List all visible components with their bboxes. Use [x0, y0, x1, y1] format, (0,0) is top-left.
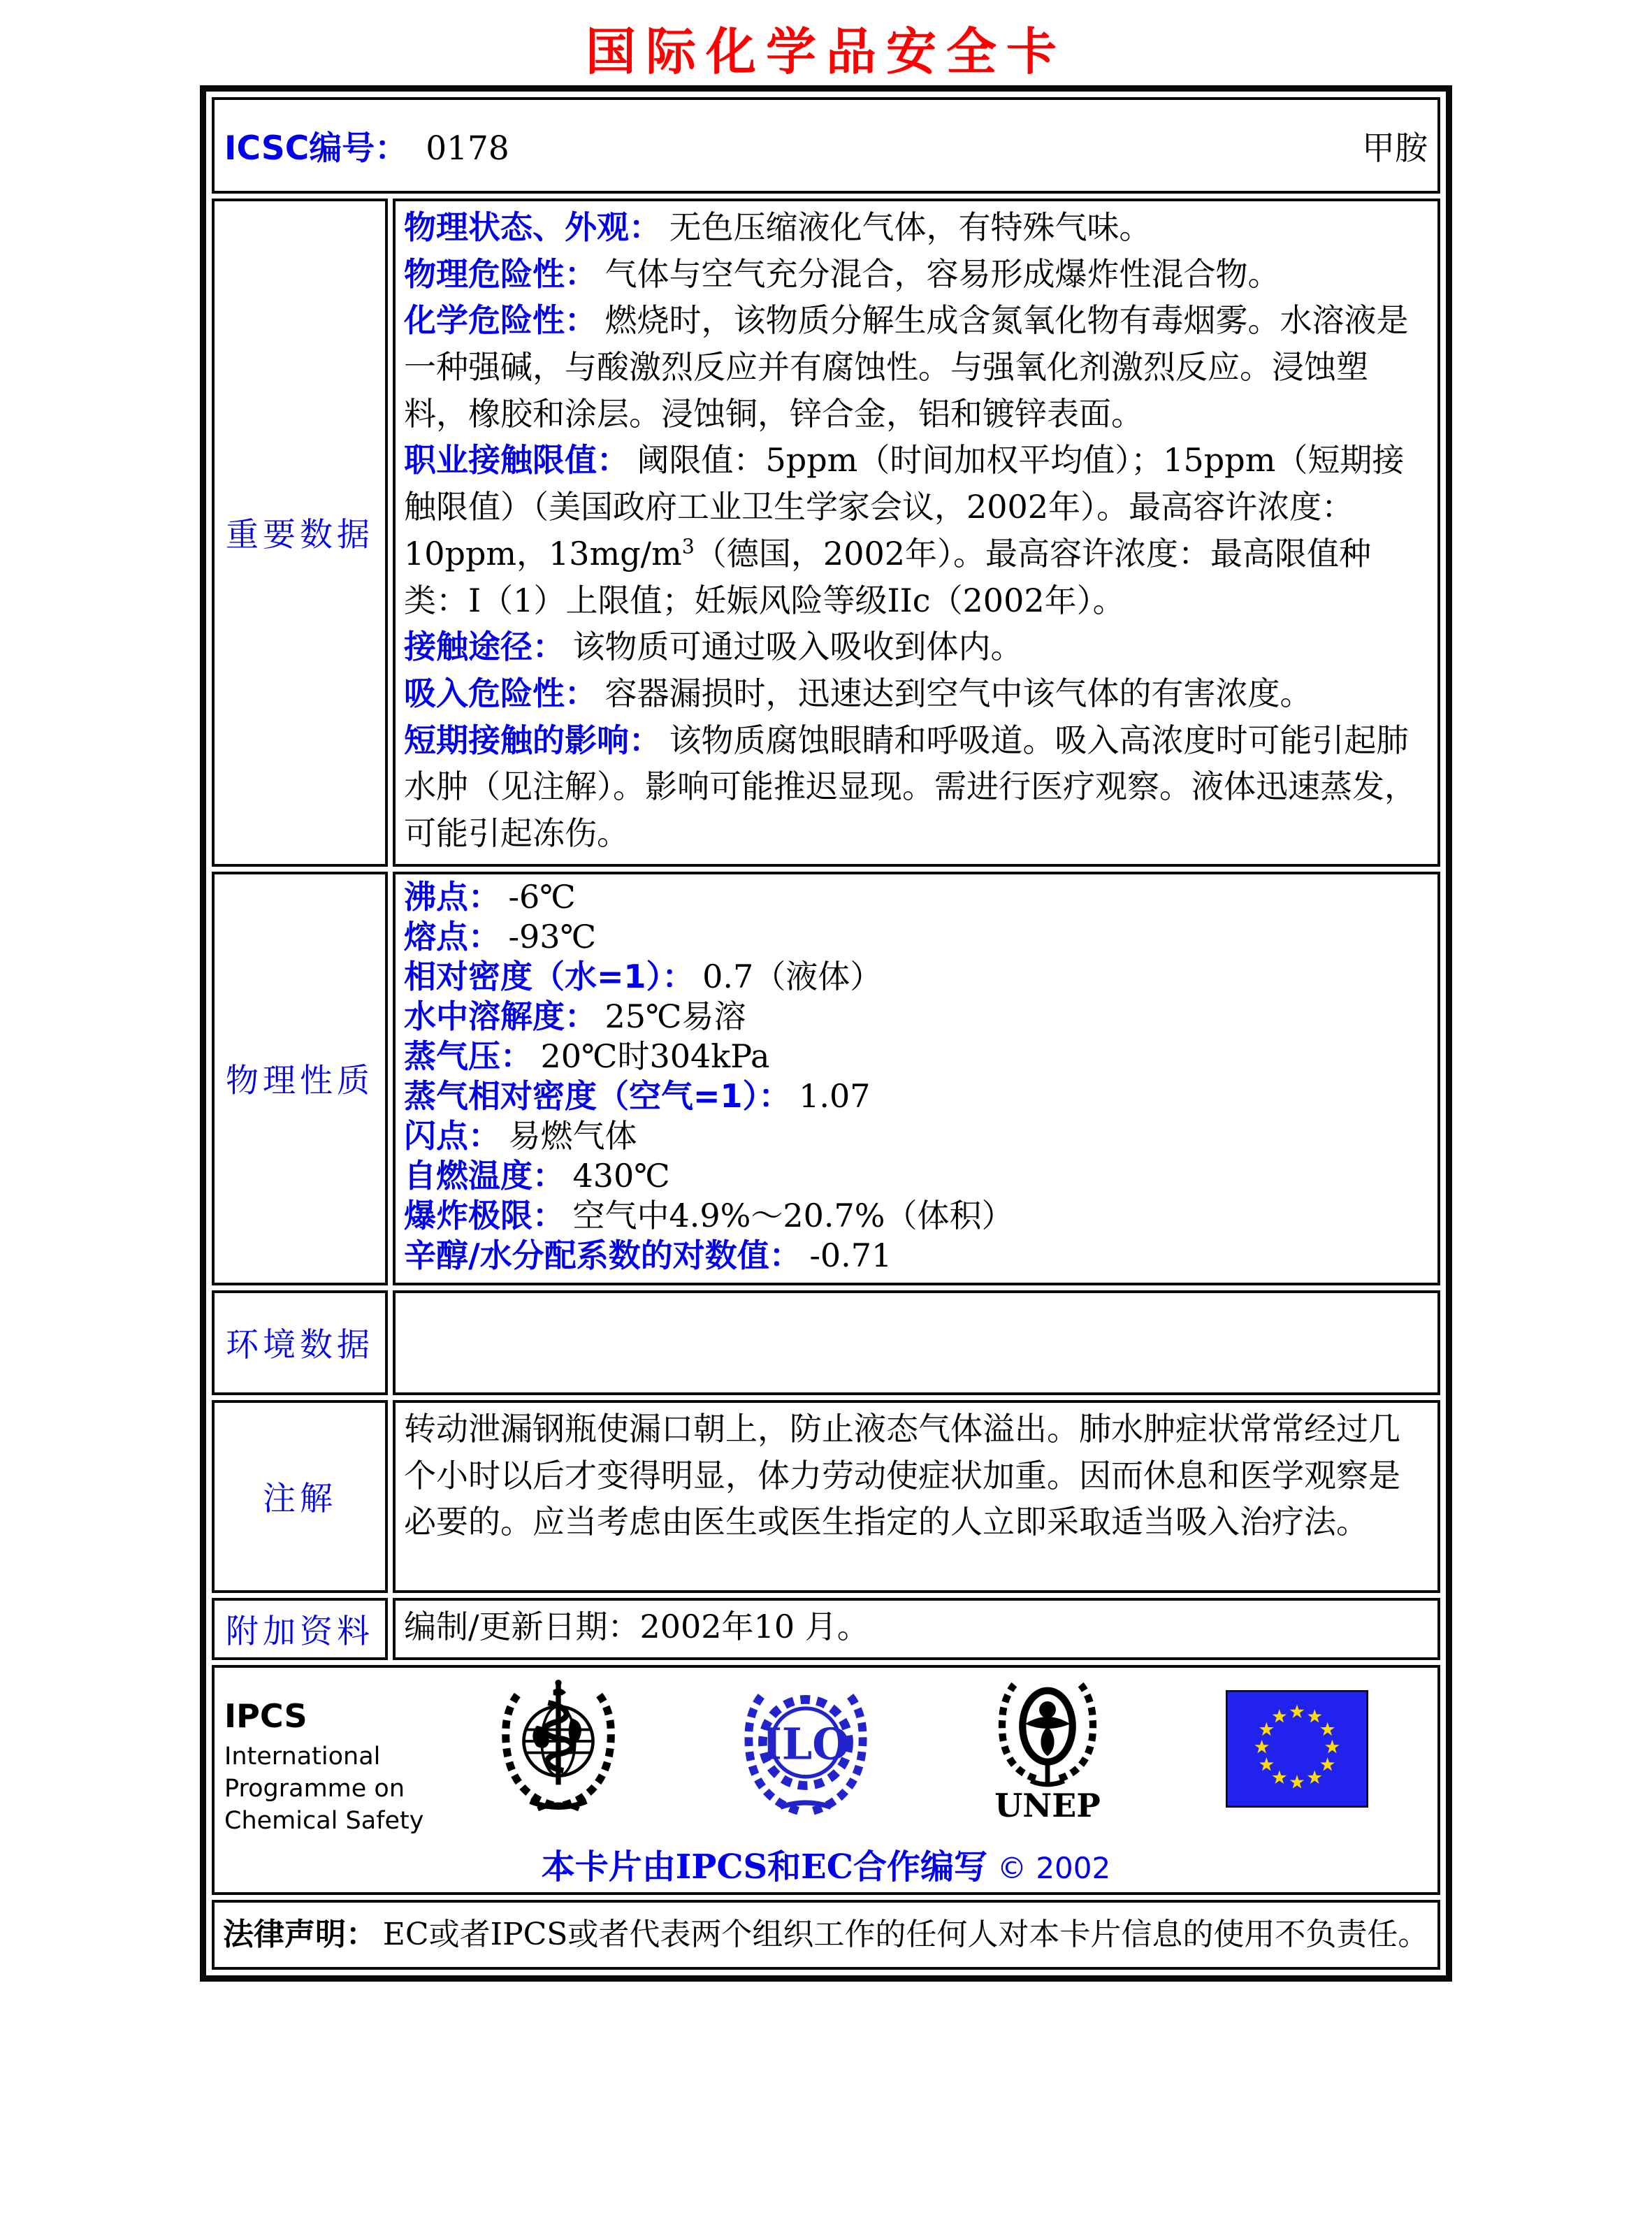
- row-label-notes: [212, 1400, 388, 1593]
- row-additional-info: [212, 1598, 1440, 1660]
- field-text: 20℃时304kPa: [540, 1037, 770, 1075]
- legal-text: EC或者IPCS或者代表两个组织工作的任何人对本卡片信息的使用不负责任。: [382, 1917, 1429, 1953]
- field-label: 闪点：: [404, 1116, 500, 1155]
- icsc-number-group: [224, 122, 509, 169]
- who-logo-icon: [493, 1680, 623, 1818]
- icsc-number-value: 0178: [426, 129, 509, 168]
- field-text: （德国，2002年）。最高容许浓度：最高限值种类：I（1）上限值；妊娠风险等级IIc（2002年）。: [404, 534, 1371, 619]
- field-text: 易燃气体: [508, 1116, 637, 1155]
- ipcs-subtitle-line: Chemical Safety: [224, 1807, 424, 1835]
- icsc-number-label: ICSC编号：: [224, 129, 408, 168]
- field-label: 物理状态、外观：: [404, 208, 661, 246]
- field-text: 25℃易溶: [604, 997, 746, 1035]
- field-label: 蒸气相对密度（空气=1）：: [404, 1076, 791, 1115]
- notes-content: [393, 1400, 1440, 1593]
- field-text: 1.07: [799, 1076, 871, 1115]
- page-title: 国际化学品安全卡: [585, 22, 1066, 81]
- prop-autoignition-temp: [404, 1156, 1429, 1196]
- field-label: 辛醇/水分配系数的对数值：: [404, 1236, 802, 1274]
- row-environmental-data: [212, 1290, 1440, 1395]
- prop-boiling-point: [404, 877, 1429, 917]
- para-chemical-danger: [404, 297, 1429, 437]
- row-important-data: [212, 199, 1440, 867]
- prop-octanol-water: [404, 1236, 1429, 1276]
- legal-label: 法律声明：: [223, 1917, 377, 1953]
- field-label: 化学危险性：: [404, 301, 597, 340]
- field-text: 该物质腐蚀眼睛和呼吸道。吸入高浓度时可能引起肺水肿（见注解）。影响可能推迟显现。需进行医疗观察。液体迅速蒸发，可能引起冻伤。: [404, 721, 1416, 852]
- row-label-text: 环境数据: [226, 1326, 374, 1365]
- field-text: -93℃: [508, 917, 597, 956]
- field-label: 自燃温度：: [404, 1156, 565, 1195]
- physical-properties-content: [393, 872, 1440, 1285]
- row-label-text: 物理性质: [226, 1062, 374, 1101]
- prop-vapor-density: [404, 1076, 1429, 1116]
- field-text: 无色压缩液化气体，有特殊气味。: [669, 208, 1152, 246]
- row-label-text: 重要数据: [226, 516, 374, 555]
- prop-vapor-pressure: [404, 1037, 1429, 1076]
- field-label: 吸入危险性：: [404, 674, 597, 712]
- important-data-content: [393, 199, 1440, 867]
- field-label: 短期接触的影响：: [404, 721, 661, 759]
- caption-text: 本卡片由IPCS和EC合作编写: [541, 1847, 987, 1887]
- para-inhalation-risk: [404, 670, 1429, 717]
- row-label-important-data: [212, 199, 388, 867]
- prop-melting-point: [404, 917, 1429, 957]
- environmental-data-content: [393, 1290, 1440, 1395]
- field-text: 0.7（液体）: [702, 957, 883, 995]
- prop-relative-density: [404, 957, 1429, 997]
- row-label-physical-properties: [212, 872, 388, 1285]
- footer-logos-band: [224, 1673, 1428, 1838]
- field-text: 气体与空气充分混合，容易形成爆炸性混合物。: [604, 254, 1280, 293]
- notes-text: 转动泄漏钢瓶使漏口朝上，防止液态气体溢出。肺水肿症状常常经过几个小时以后才变得明显，体力劳动使症状加重。因而休息和医学观察是必要的。应当考虑由医生或医生指定的人立即采取适当吸入治疗法。: [404, 1409, 1400, 1541]
- field-text: 空气中4.9%～20.7%（体积）: [572, 1196, 1014, 1234]
- field-label: 相对密度（水=1）：: [404, 957, 695, 995]
- additional-info-content: [393, 1598, 1440, 1660]
- para-physical-danger: [404, 251, 1429, 298]
- ilo-logo-icon: [742, 1682, 869, 1816]
- field-label: 物理危险性：: [404, 254, 597, 293]
- field-text: -6℃: [508, 877, 576, 916]
- row-label-text: 注解: [263, 1480, 337, 1519]
- field-text: 430℃: [572, 1156, 670, 1195]
- field-text: 容器漏损时，迅速达到空气中该气体的有害浓度。: [604, 674, 1312, 712]
- para-occupational-limits: [404, 437, 1429, 623]
- field-label: 熔点：: [404, 917, 500, 956]
- unep-logo-icon: [988, 1676, 1107, 1822]
- prop-explosive-limits: [404, 1196, 1429, 1236]
- icsc-card-table: [200, 85, 1452, 1982]
- para-physical-state: [404, 204, 1429, 251]
- superscript-3: 3: [681, 535, 695, 558]
- ipcs-text-block: [224, 1673, 434, 1838]
- ilo-letters: ILO: [762, 1718, 850, 1770]
- field-label: 蒸气压：: [404, 1037, 532, 1075]
- para-short-term-effects: [404, 717, 1429, 857]
- caption-copyright: © 2002: [997, 1851, 1111, 1886]
- field-text: 该物质可通过吸入吸收到体内。: [572, 628, 1023, 666]
- eu-flag-icon: [1226, 1690, 1368, 1808]
- footer-cell: [212, 1665, 1440, 1896]
- field-label: 职业接触限值：: [404, 441, 629, 480]
- ipcs-subtitle-line: International: [224, 1742, 381, 1771]
- prop-water-solubility: [404, 997, 1429, 1037]
- header-cell: [212, 97, 1440, 194]
- field-label: 水中溶解度：: [404, 997, 597, 1035]
- additional-info-text: 编制/更新日期：2002年10 月。: [404, 1607, 869, 1645]
- unep-letters: UNEP: [994, 1786, 1101, 1822]
- field-label: 沸点：: [404, 877, 500, 916]
- header-row: [212, 97, 1440, 194]
- row-label-environmental-data: [212, 1290, 388, 1395]
- legal-cell: [212, 1900, 1440, 1969]
- field-label: 接触途径：: [404, 628, 565, 666]
- org-logos: [434, 1673, 1428, 1822]
- para-exposure-routes: [404, 623, 1429, 670]
- ipcs-subtitle-line: Programme on: [224, 1774, 405, 1803]
- row-label-text: 附加资料: [226, 1612, 374, 1651]
- row-footer: [212, 1665, 1440, 1896]
- field-text: 阈限值：5ppm（时间加权平均值）；15ppm（短期接触限值）（美国政府工业卫生学家会议，2002年）。最高容许浓度：10ppm，13mg/m: [404, 441, 1405, 572]
- field-text: -0.71: [809, 1236, 892, 1274]
- row-notes: [212, 1400, 1440, 1593]
- field-text: 燃烧时，该物质分解生成含氮氧化物有毒烟雾。水溶液是一种强碱，与酸激烈反应并有腐蚀性。与强氧化剂激烈反应。浸蚀塑料，橡胶和涂层。浸蚀铜，锌合金，铝和镀锌表面。: [404, 301, 1409, 433]
- footer-caption: [224, 1840, 1428, 1888]
- chemical-name: 甲胺: [1362, 129, 1428, 168]
- ipcs-title: IPCS: [224, 1696, 307, 1735]
- field-label: 爆炸极限：: [404, 1196, 565, 1234]
- row-label-additional-info: [212, 1598, 388, 1660]
- prop-flash-point: [404, 1116, 1429, 1156]
- row-legal: [212, 1900, 1440, 1969]
- row-physical-properties: [212, 872, 1440, 1285]
